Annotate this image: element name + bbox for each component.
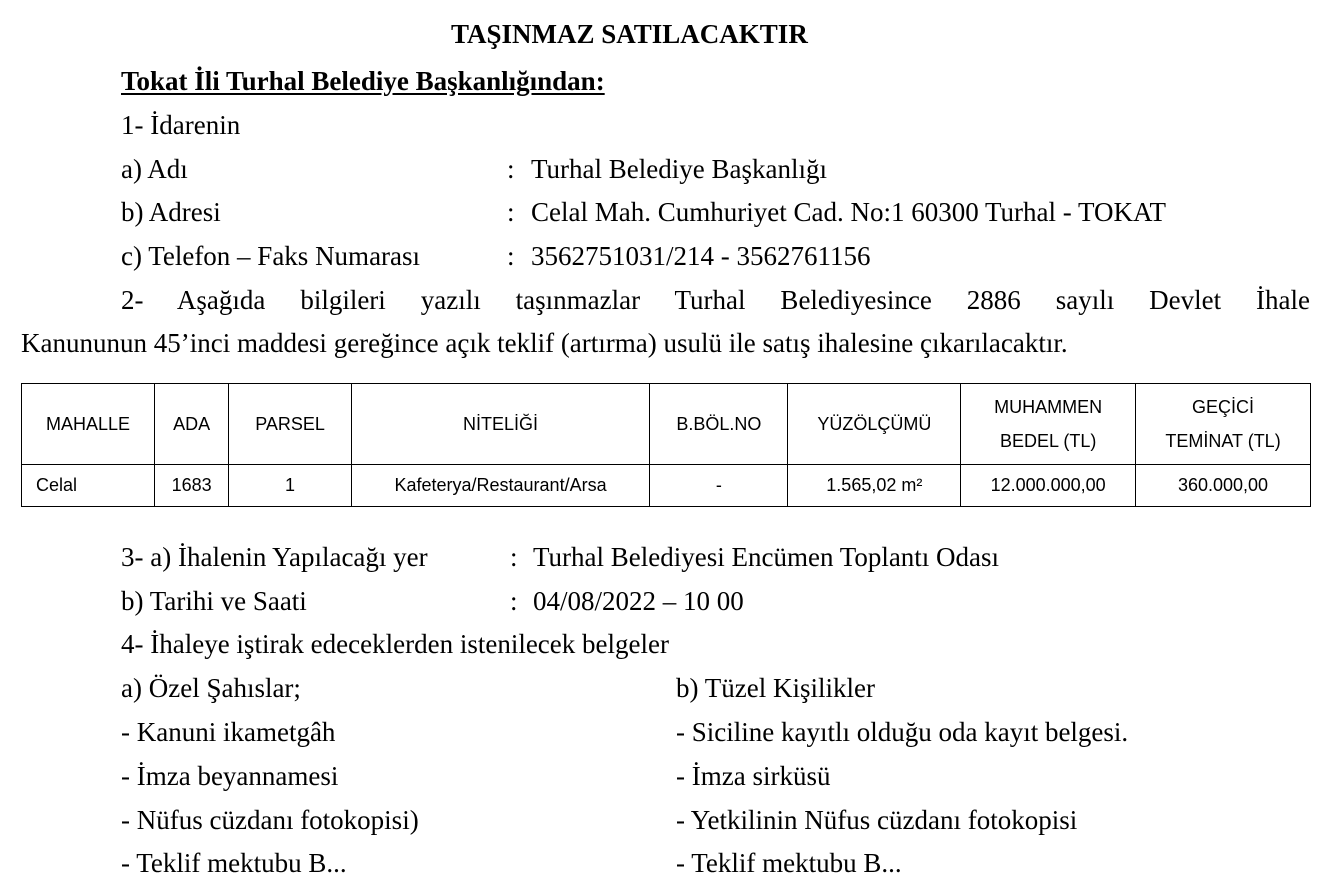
section4-heading: 4- İhaleye iştirak edeceklerden istenilecek belgeler <box>121 629 669 659</box>
left-list-item-clipped: - Teklif mektubu B... <box>121 848 347 878</box>
cell-ada: 1683 <box>154 465 228 507</box>
property-table <box>21 383 1311 507</box>
idare-address-sep: : <box>507 197 515 227</box>
cell-parsel: 1 <box>229 465 352 507</box>
right-list-item-clipped: - Teklif mektubu B... <box>676 848 902 878</box>
right-list-item: - Siciline kayıtlı olduğu oda kayıt belgesi. <box>676 717 1129 747</box>
right-list-item: - İmza sirküsü <box>676 761 831 791</box>
idare-address-value: Celal Mah. Cumhuriyet Cad. No:1 60300 Turhal - TOKAT <box>531 197 1166 227</box>
left-list-item: - İmza beyannamesi <box>121 761 339 791</box>
col-gecici-line1: GEÇİCİ <box>1192 397 1255 417</box>
idare-address-label: b) Adresi <box>121 197 221 227</box>
cell-bbolno: - <box>650 465 788 507</box>
ihale-place-label: 3- a) İhalenin Yapılacağı yer <box>121 542 428 572</box>
cell-yuzolcumu: 1.565,02 m² <box>788 465 961 507</box>
cell-niteligi: Kafeterya/Restaurant/Arsa <box>351 465 649 507</box>
col-ada: ADA <box>154 384 228 465</box>
section2-line2: Kanununun 45’inci maddesi gereğince açık teklif (artırma) usulü ile satış ihalesine çıkarılacaktır. <box>21 328 1068 358</box>
col-niteligi: NİTELİĞİ <box>351 384 649 465</box>
col-bbolno: B.BÖL.NO <box>650 384 788 465</box>
section1-heading: 1- İdarenin <box>121 110 241 140</box>
cell-mahalle: Celal <box>22 465 155 507</box>
cell-muhammen: 12.000.000,00 <box>961 465 1136 507</box>
col-muhammen-line1: MUHAMMEN <box>994 397 1103 417</box>
cell-gecici: 360.000,00 <box>1136 465 1311 507</box>
section2-line1: 2- Aşağıda bilgileri yazılı taşınmazlar Turhal Belediyesince 2886 sayılı Devlet İhale <box>121 285 1310 315</box>
ihale-date-sep: : <box>510 586 518 616</box>
ihale-date-label: b) Tarihi ve Saati <box>121 586 307 616</box>
col-mahalle: MAHALLE <box>22 384 155 465</box>
idare-phone-label: c) Telefon – Faks Numarası <box>121 241 421 271</box>
left-list-item: - Nüfus cüzdanı fotokopisi) <box>121 805 419 835</box>
document-title: TAŞINMAZ SATILACAKTIR <box>451 19 808 49</box>
idare-phone-sep: : <box>507 241 515 271</box>
col-gecici-line2: TEMİNAT (TL) <box>1165 431 1281 451</box>
col-muhammen-line2: BEDEL (TL) <box>999 431 1097 451</box>
left-list-item: - Kanuni ikametgâh <box>121 717 336 747</box>
idare-name-value: Turhal Belediye Başkanlığı <box>531 154 827 184</box>
left-list-item: a) Özel Şahıslar; <box>121 673 301 703</box>
col-muhammen <box>961 384 1136 465</box>
right-list-item: b) Tüzel Kişilikler <box>676 673 875 703</box>
idare-phone-value: 3562751031/214 - 3562761156 <box>531 241 871 271</box>
right-list-item: - Yetkilinin Nüfus cüzdanı fotokopisi <box>676 805 1078 835</box>
ihale-place-sep: : <box>510 542 518 572</box>
idare-name-sep: : <box>507 154 515 184</box>
col-gecici <box>1136 384 1311 465</box>
col-parsel: PARSEL <box>229 384 352 465</box>
ihale-date-value: 04/08/2022 – 10 00 <box>533 586 744 616</box>
ihale-place-value: Turhal Belediyesi Encümen Toplantı Odası <box>533 542 1000 572</box>
col-yuzolcumu: YÜZÖLÇÜMÜ <box>788 384 961 465</box>
table-row <box>22 465 1311 507</box>
table-header-row <box>22 384 1311 465</box>
idare-name-label: a) Adı <box>121 154 188 184</box>
document-subtitle: Tokat İli Turhal Belediye Başkanlığından: <box>121 66 605 96</box>
